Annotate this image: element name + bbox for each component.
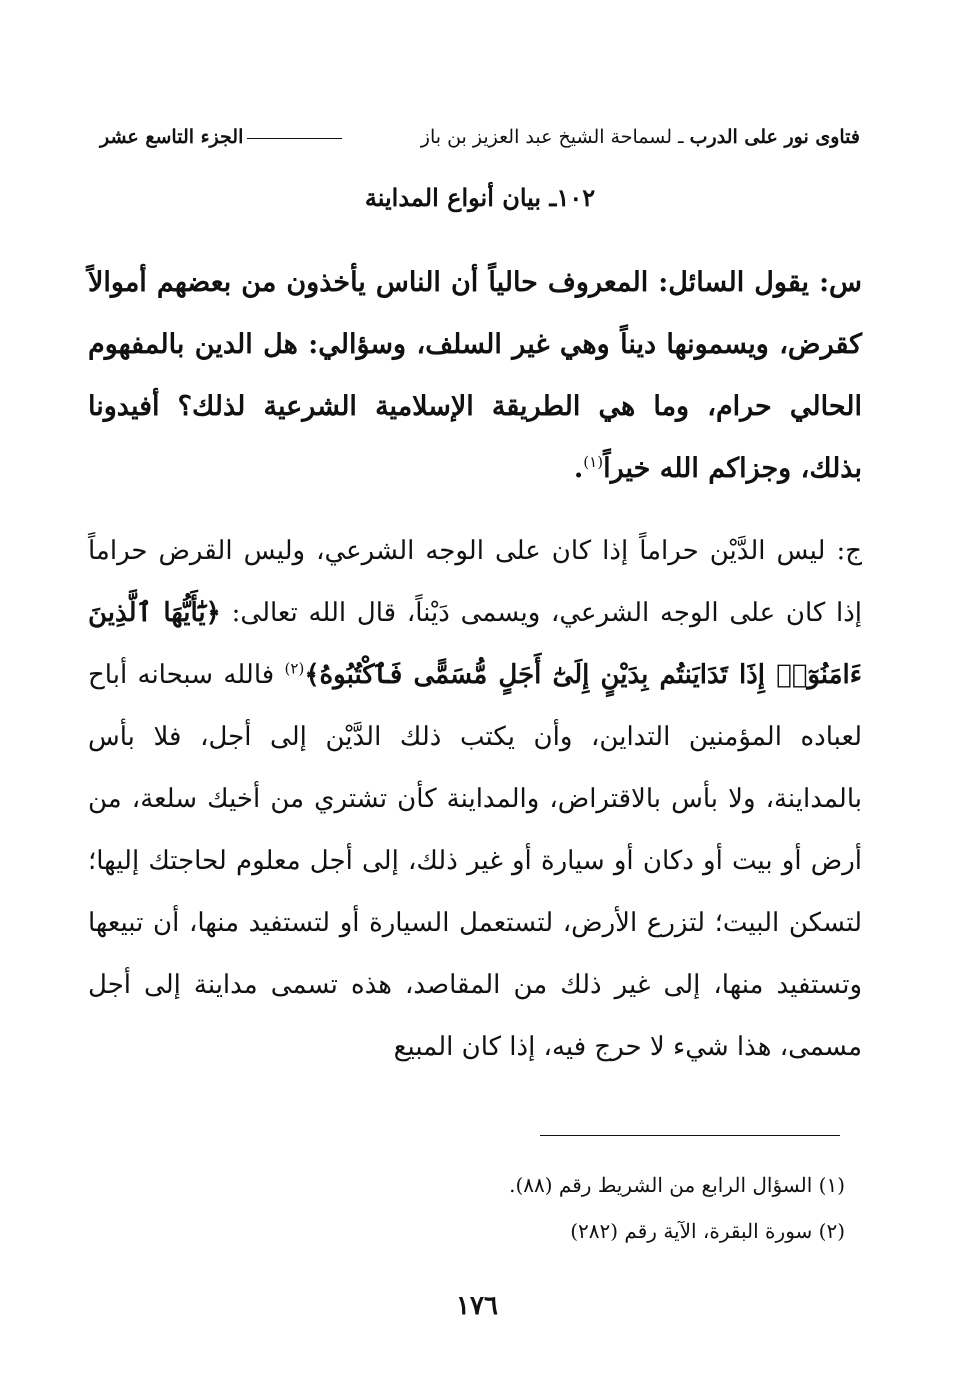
- quran-verse: ﴿يَٰٓأَيُّهَا ٱلَّذِينَ ءَامَنُوٓا۟ إِذَا تَدَايَنتُم بِدَيْنٍ إِلَىٰٓ أَجَلٍ مُّسَمًّى فَٱكْتُبُوهُ﴾: [88, 598, 862, 690]
- answer-paragraph: [88, 520, 862, 1078]
- header-book-info: [421, 118, 860, 156]
- running-header: [100, 118, 860, 156]
- footnote-separator: [540, 1135, 840, 1136]
- page-number: ١٧٦: [456, 1291, 498, 1321]
- header-author: ـ لسماحة الشيخ عبد العزيز بن باز: [420, 126, 684, 148]
- footnotes: [300, 1162, 845, 1254]
- question-end: .: [573, 453, 584, 484]
- footnote-1: (١) السؤال الرابع من الشريط رقم (٨٨).: [509, 1173, 845, 1197]
- section-title: ١٠٢ـ بيان أنواع المداينة: [364, 183, 596, 212]
- question-footnote-ref: (١): [583, 453, 604, 471]
- verse-footnote-ref: (٢): [284, 659, 305, 678]
- answer-body: فالله سبحانه أباح لعباده المؤمنين التداين، وأن يكتب ذلك الدَّيْن إلى أجل، فلا بأس بالمداينة، ولا بأس بالاقتراض، والمداينة كأن تشتري من أخيك سلعة، من أرض أو بيت أو دكان أو سيارة أو غير ذلك، إلى أجل معلوم لحاجتك إليها؛ لتسكن البيت؛ لتزرع الأرض، لتستعمل السيارة أو لتستفيد منها، أن تبيعها وتستفيد منها، إلى غير ذلك من المقاصد، هذه تسمى مداينة إلى أجل مسمى، هذا شيء لا حرج فيه، إذا كان المبيع: [88, 660, 863, 1062]
- header-divider-line: [247, 138, 342, 139]
- header-volume: الجزء التاسع عشر: [100, 126, 244, 148]
- header-volume-info: [100, 118, 348, 156]
- answer-intro: ج: ليس الدَّيْن حراماً إذا كان على الوجه الشرعي، وليس القرض حراماً إذا كان على الوجه الشرعي، ويسمى دَيْناً، قال الله تعالى:: [88, 536, 863, 628]
- question-text: س: يقول السائل: المعروف حالياً أن الناس يأخذون من بعضهم أموالاً كقرض، ويسمونها ديناً وهي غير السلف، وسؤالي: هل الدين بالمفهوم الحالي حرام، وما هي الطريقة الإسلامية الشرعية لذلك؟ أفيدونا بذلك، وجزاكم الله خيراً: [88, 267, 862, 484]
- footnote-2: (٢) سورة البقرة، الآية رقم (٢٨٢): [570, 1219, 845, 1243]
- question-paragraph: [88, 252, 862, 500]
- header-book-title: فتاوى نور على الدرب: [689, 126, 860, 148]
